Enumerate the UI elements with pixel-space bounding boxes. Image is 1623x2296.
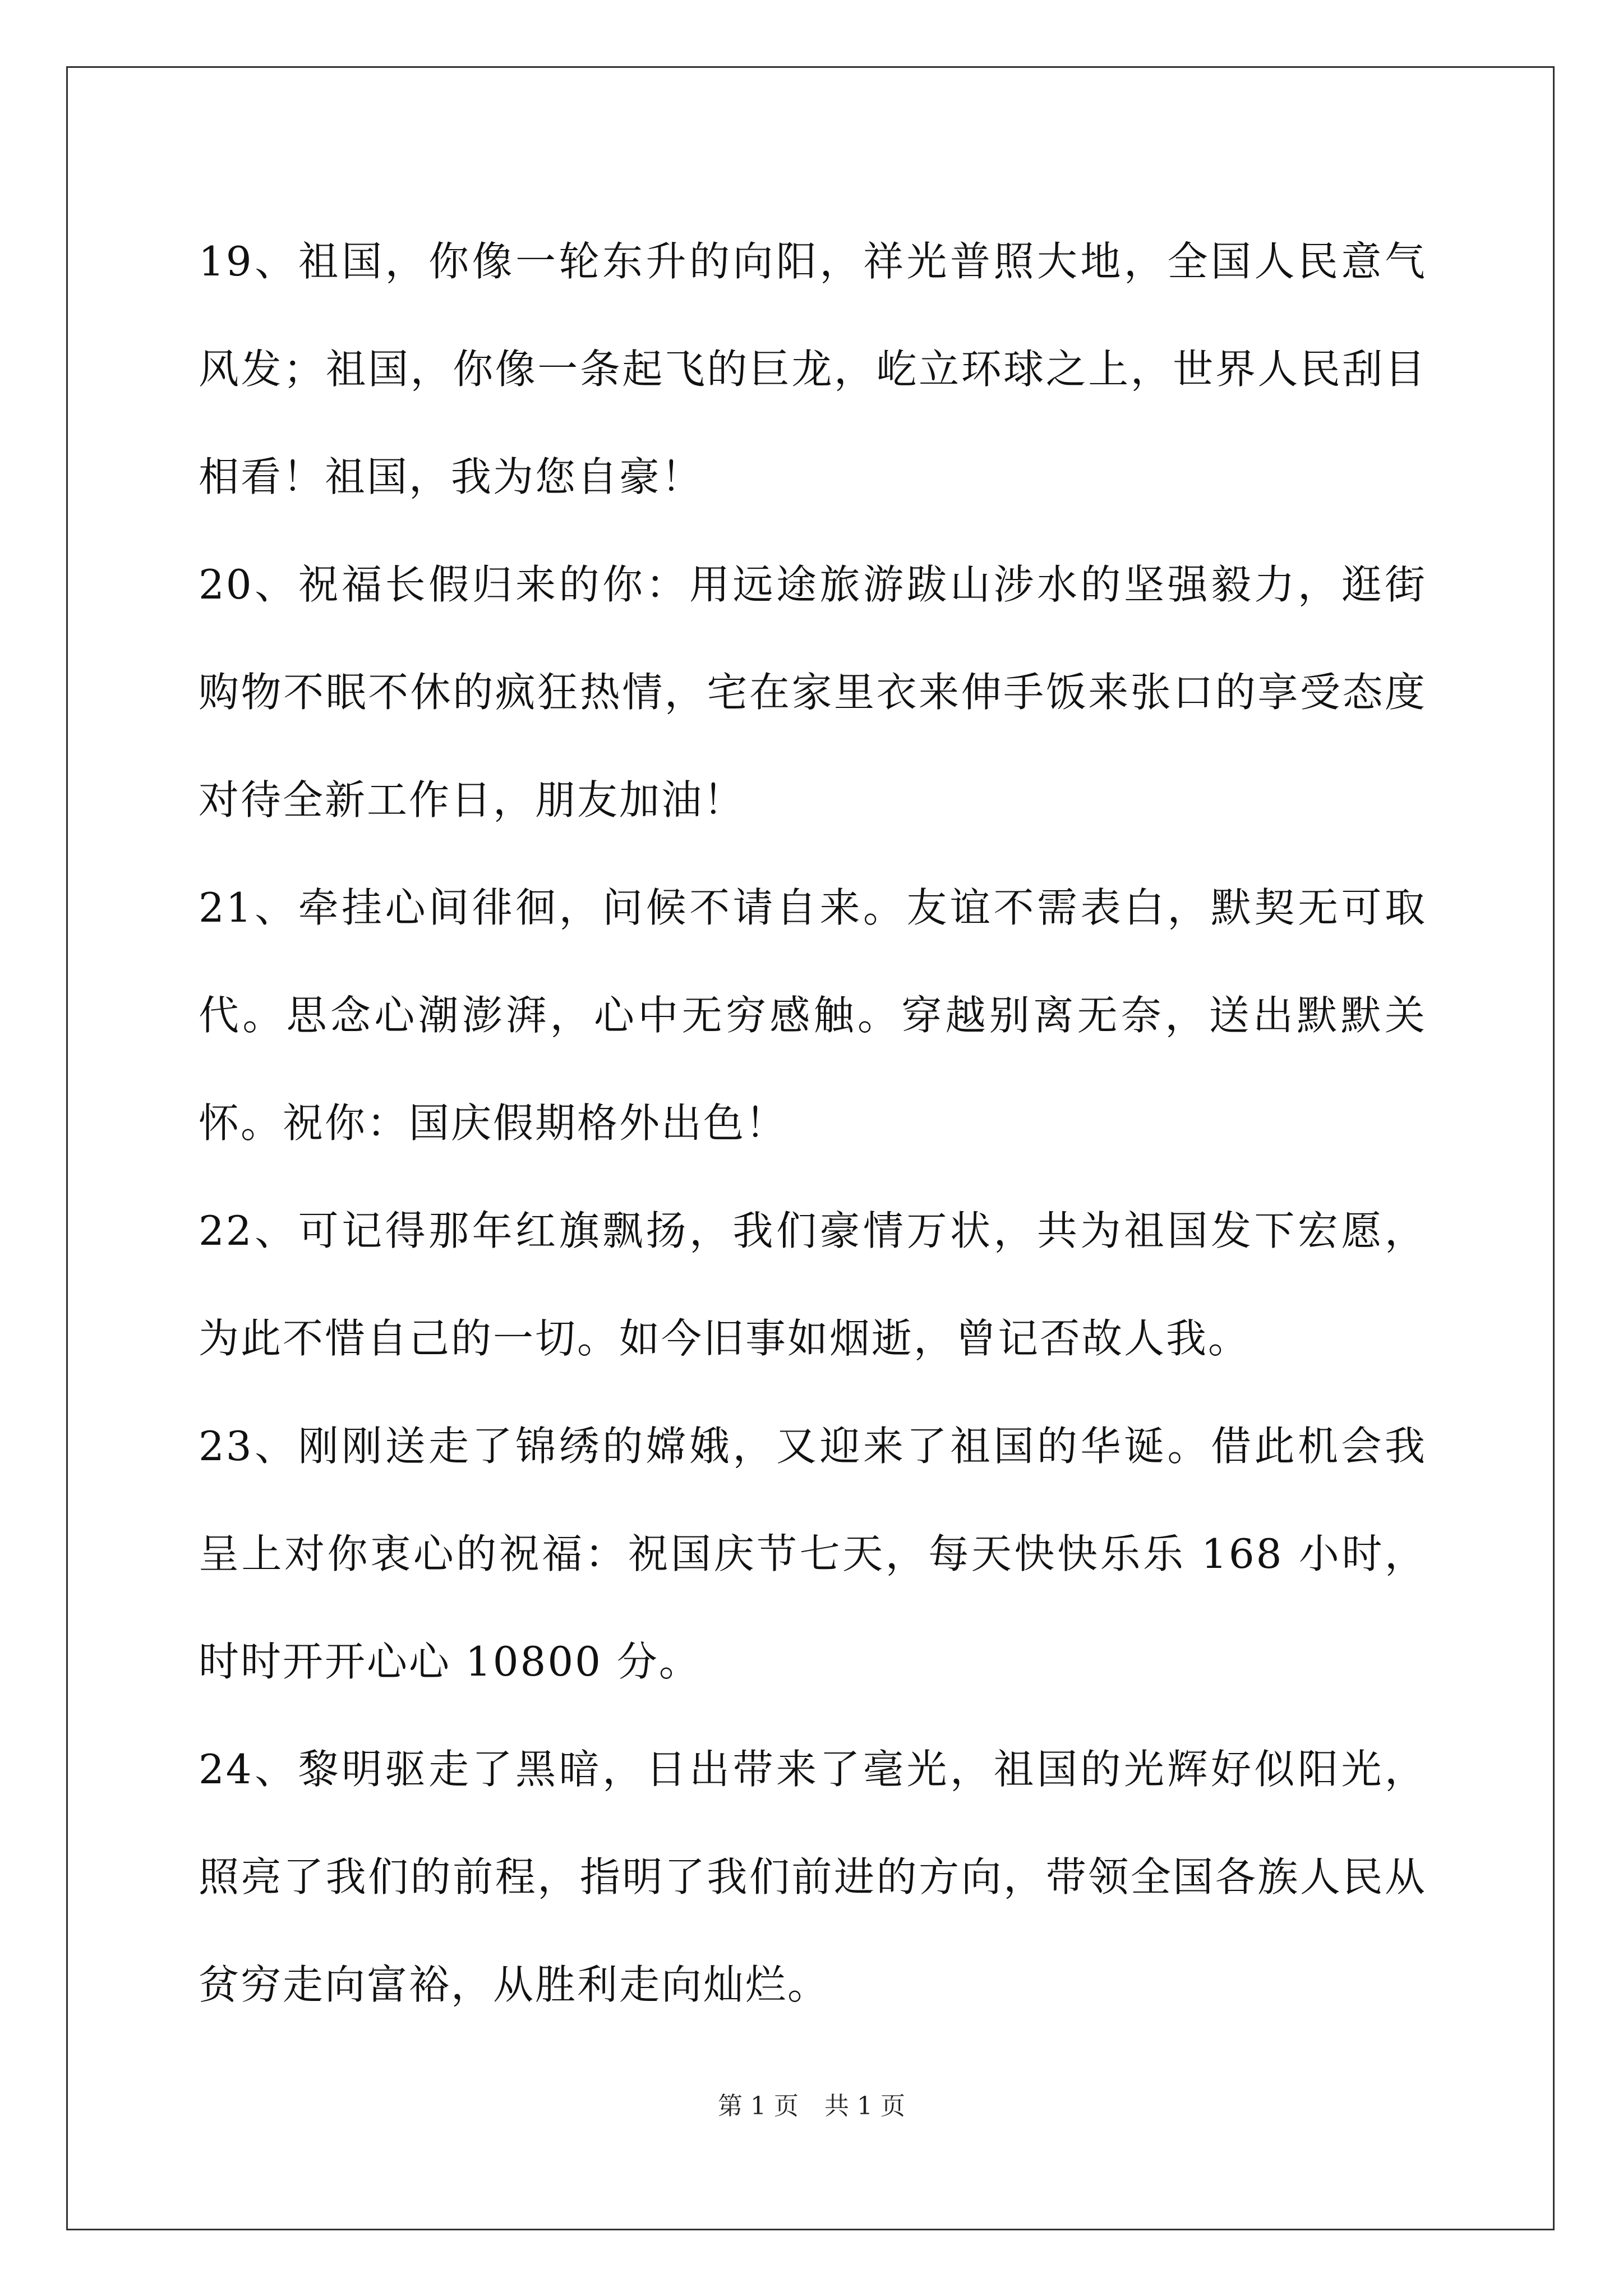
paragraph-24: 24、黎明驱走了黑暗，日出带来了毫光，祖国的光辉好似阳光，照亮了我们的前程，指明了我们前进的方向，带领全国各族人民从贫穷走向富裕，从胜利走向灿烂。 bbox=[199, 1746, 1427, 2008]
paragraph-21: 21、牵挂心间徘徊，问候不请自来。友谊不需表白，默契无可取代。思念心潮澎湃，心中无穷感触。穿越别离无奈，送出默默关怀。祝你：国庆假期格外出色！ bbox=[199, 884, 1427, 1147]
page-total: 共 1 页 bbox=[824, 2092, 905, 2120]
document-body bbox=[199, 208, 1427, 2039]
paragraph-22: 22、可记得那年红旗飘扬，我们豪情万状，共为祖国发下宏愿，为此不惜自己的一切。如今旧事如烟逝，曾记否故人我。 bbox=[199, 1207, 1427, 1362]
page-footer bbox=[0, 2086, 1623, 2122]
page-number: 第 1 页 bbox=[718, 2092, 799, 2120]
paragraph-23: 23、刚刚送走了锦绣的嫦娥，又迎来了祖国的华诞。借此机会我呈上对你衷心的祝福：祝国庆节七天，每天快快乐乐 168 小时，时时开开心心 10800 分。 bbox=[199, 1423, 1427, 1685]
paragraph-19: 19、祖国，你像一轮东升的向阳，祥光普照大地，全国人民意气风发；祖国，你像一条起飞的巨龙，屹立环球之上，世界人民刮目相看！祖国，我为您自豪！ bbox=[199, 238, 1427, 500]
paragraph-20: 20、祝福长假归来的你：用远途旅游跋山涉水的坚强毅力，逛街购物不眠不休的疯狂热情，宅在家里衣来伸手饭来张口的享受态度对待全新工作日，朋友加油！ bbox=[199, 561, 1427, 823]
